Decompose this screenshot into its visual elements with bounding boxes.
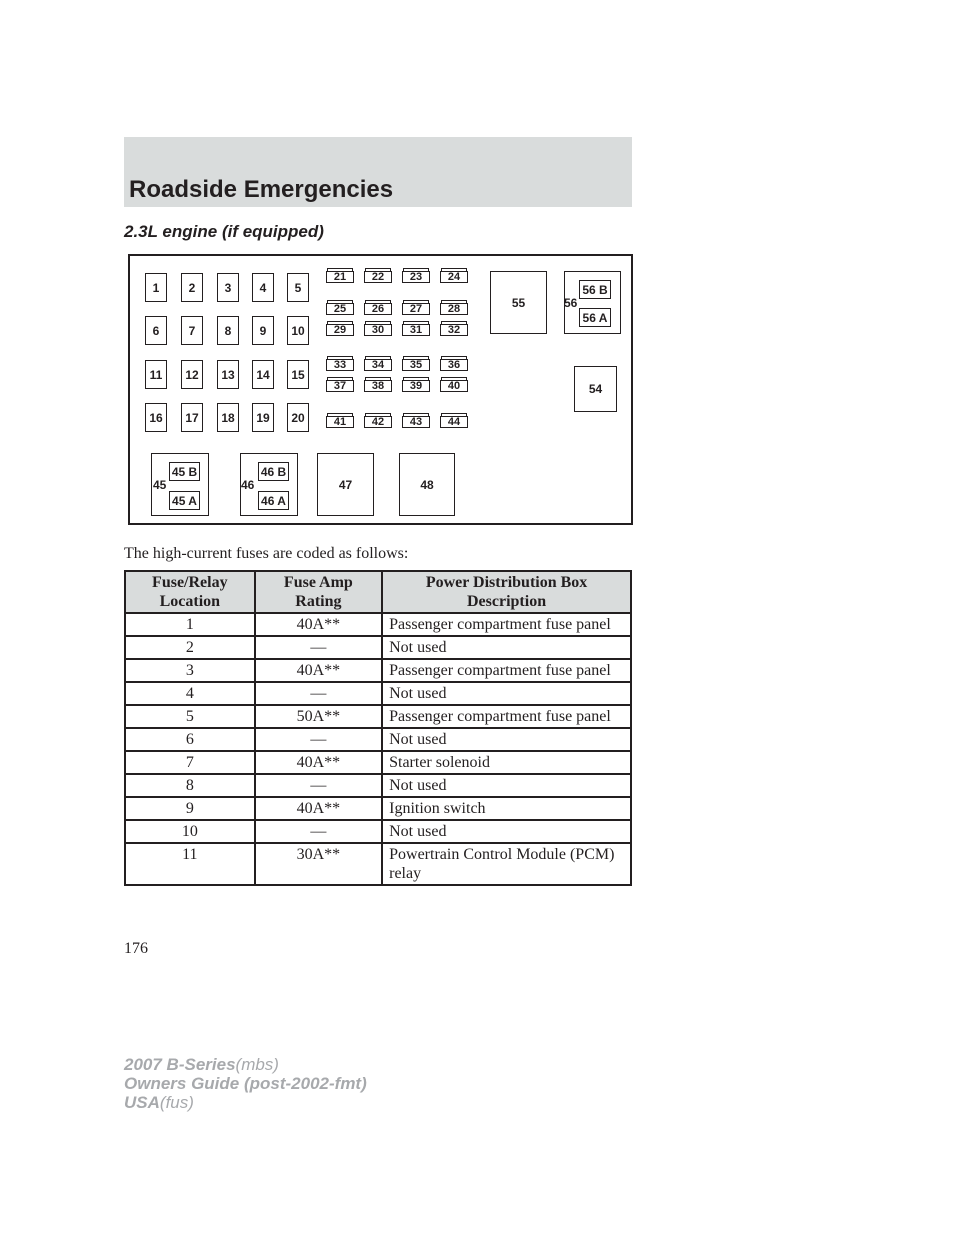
fuse-39: 39 [402, 380, 430, 392]
fuse-24: 24 [440, 271, 468, 283]
box-48: 48 [399, 453, 455, 516]
relay-46b: 46 B [258, 462, 289, 481]
fuse-31: 31 [402, 324, 430, 336]
fuse-32: 32 [440, 324, 468, 336]
cell-location: 9 [125, 797, 255, 820]
relay-10: 10 [287, 316, 309, 345]
relay-46a: 46 A [258, 491, 289, 510]
fuse-40: 40 [440, 380, 468, 392]
relay-14: 14 [252, 360, 274, 389]
fuse-38: 38 [364, 380, 392, 392]
table-row [125, 682, 631, 705]
fuse-35: 35 [402, 359, 430, 371]
cell-rating: 40A** [255, 751, 382, 774]
relay-15: 15 [287, 360, 309, 389]
relay-45a: 45 A [169, 491, 200, 510]
footer-line-3 [124, 1093, 367, 1112]
cell-location: 11 [125, 843, 255, 885]
fuse-22: 22 [364, 271, 392, 283]
fuse-28: 28 [440, 303, 468, 315]
fuse-43: 43 [402, 416, 430, 428]
fuse-37: 37 [326, 380, 354, 392]
relay-8: 8 [217, 316, 239, 345]
cell-location: 6 [125, 728, 255, 751]
cell-description: Not used [382, 636, 631, 659]
box-55: 55 [490, 271, 547, 334]
cell-rating: — [255, 774, 382, 797]
cell-rating: 40A** [255, 797, 382, 820]
header-location: Fuse/Relay Location [125, 571, 255, 613]
cell-description: Ignition switch [382, 797, 631, 820]
relay-12: 12 [181, 360, 203, 389]
table-row [125, 843, 631, 885]
header-amp-rating: Fuse Amp Rating [255, 571, 382, 613]
table-intro: The high-current fuses are coded as follows: [124, 545, 409, 562]
cell-description: Passenger compartment fuse panel [382, 705, 631, 728]
cell-location: 10 [125, 820, 255, 843]
relay-4: 4 [252, 273, 274, 302]
footer-line-2 [124, 1074, 367, 1093]
box-54: 54 [574, 366, 617, 412]
engine-subheading: 2.3L engine (if equipped) [124, 222, 324, 241]
relay-5: 5 [287, 273, 309, 302]
table-row [125, 728, 631, 751]
relay-13: 13 [217, 360, 239, 389]
relay-19: 19 [252, 403, 274, 432]
cell-location: 1 [125, 613, 255, 636]
table-row [125, 797, 631, 820]
footer-market-code: (fus) [159, 1093, 194, 1112]
table-row [125, 820, 631, 843]
section-title: Roadside Emergencies [129, 176, 394, 203]
cell-rating: — [255, 682, 382, 705]
fuse-table [124, 570, 632, 886]
fuse-25: 25 [326, 303, 354, 315]
relay-18: 18 [217, 403, 239, 432]
table-row [125, 705, 631, 728]
relay-7: 7 [181, 316, 203, 345]
relay-20: 20 [287, 403, 309, 432]
footer-model: 2007 B-Series [124, 1055, 236, 1074]
cell-description: Not used [382, 820, 631, 843]
relay-45b: 45 B [169, 462, 200, 481]
table-row [125, 774, 631, 797]
fuse-33: 33 [326, 359, 354, 371]
cell-rating: — [255, 728, 382, 751]
relay-2: 2 [181, 273, 203, 302]
cell-location: 2 [125, 636, 255, 659]
relay-56a: 56 A [579, 308, 611, 327]
fuse-36: 36 [440, 359, 468, 371]
footer-market: USA [124, 1093, 160, 1112]
group-56-label: 56 [564, 296, 578, 310]
fuse-44: 44 [440, 416, 468, 428]
fuse-41: 41 [326, 416, 354, 428]
fuse-26: 26 [364, 303, 392, 315]
footer-line-1 [124, 1055, 367, 1074]
footer-model-code: (mbs) [235, 1055, 279, 1074]
header-description: Power Distribution Box Description [382, 571, 631, 613]
fuse-23: 23 [402, 271, 430, 283]
fuse-21: 21 [326, 271, 354, 283]
cell-location: 7 [125, 751, 255, 774]
cell-location: 8 [125, 774, 255, 797]
cell-description: Not used [382, 774, 631, 797]
table-row [125, 636, 631, 659]
fuse-27: 27 [402, 303, 430, 315]
footer-guide: Owners Guide (post-2002-fmt) [124, 1074, 367, 1093]
box-47: 47 [317, 453, 374, 516]
cell-description: Not used [382, 682, 631, 705]
relay-56b: 56 B [579, 280, 611, 299]
cell-rating: 30A** [255, 843, 382, 885]
cell-rating: 40A** [255, 613, 382, 636]
cell-location: 3 [125, 659, 255, 682]
cell-description: Not used [382, 728, 631, 751]
cell-description: Starter solenoid [382, 751, 631, 774]
group-45-label: 45 [153, 478, 167, 492]
cell-description: Passenger compartment fuse panel [382, 613, 631, 636]
relay-3: 3 [217, 273, 239, 302]
table-row [125, 659, 631, 682]
document-footer [124, 1055, 367, 1112]
fuse-box-diagram [128, 254, 633, 525]
fuse-29: 29 [326, 324, 354, 336]
relay-1: 1 [145, 273, 167, 302]
cell-rating: 50A** [255, 705, 382, 728]
cell-rating: — [255, 636, 382, 659]
fuse-30: 30 [364, 324, 392, 336]
group-46-label: 46 [241, 478, 255, 492]
relay-17: 17 [181, 403, 203, 432]
page-number: 176 [124, 940, 148, 957]
cell-location: 4 [125, 682, 255, 705]
cell-description: Powertrain Control Module (PCM) relay [382, 843, 631, 885]
relay-9: 9 [252, 316, 274, 345]
cell-description: Passenger compartment fuse panel [382, 659, 631, 682]
cell-rating: — [255, 820, 382, 843]
relay-16: 16 [145, 403, 167, 432]
table-row [125, 613, 631, 636]
table-header-row [125, 571, 631, 613]
cell-rating: 40A** [255, 659, 382, 682]
fuse-34: 34 [364, 359, 392, 371]
relay-6: 6 [145, 316, 167, 345]
fuse-42: 42 [364, 416, 392, 428]
relay-11: 11 [145, 360, 167, 389]
table-row [125, 751, 631, 774]
cell-location: 5 [125, 705, 255, 728]
